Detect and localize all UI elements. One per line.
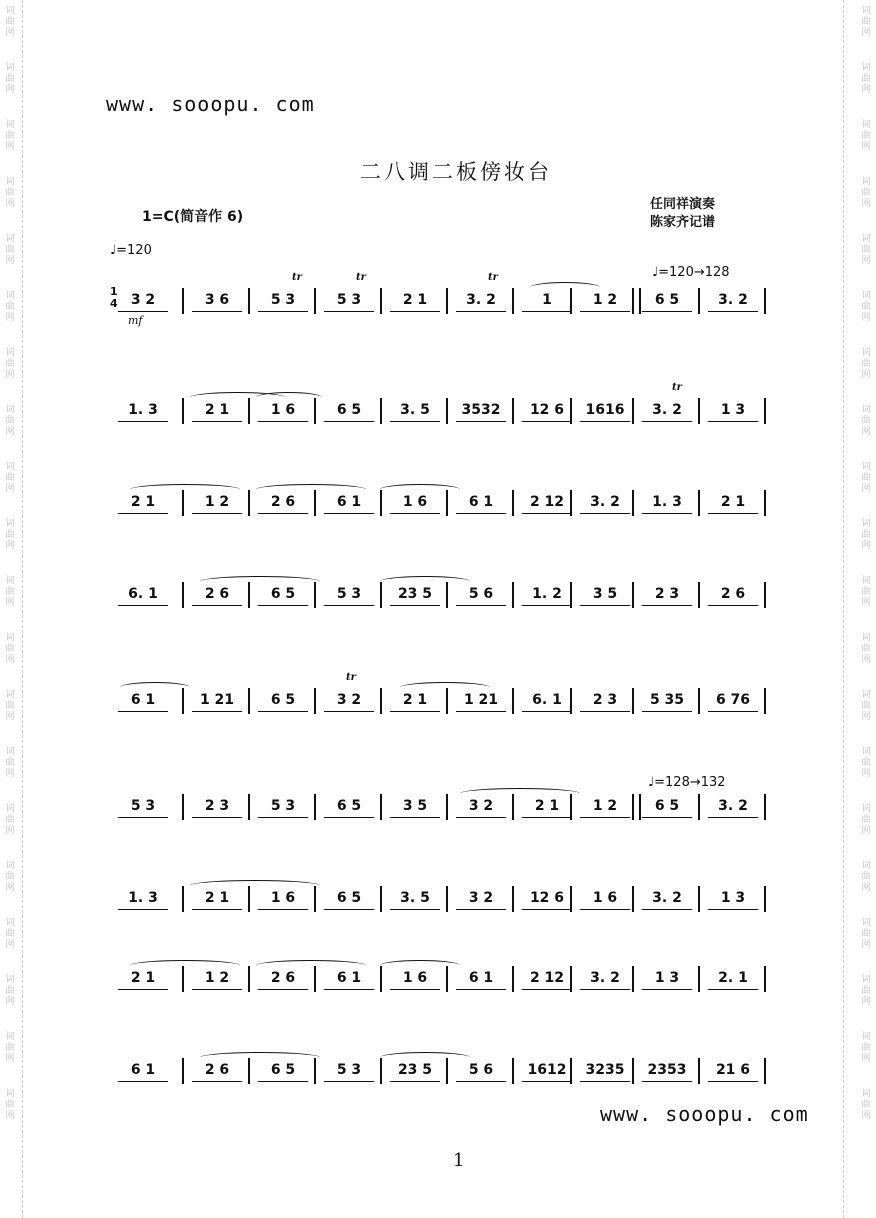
- barline: [698, 398, 700, 424]
- measure-notes: 6 5: [258, 692, 308, 708]
- measure-notes: 3. 5: [390, 890, 440, 906]
- barline: [512, 288, 514, 314]
- barline: [182, 794, 184, 820]
- measure-notes: 1 21: [192, 692, 242, 708]
- measure-notes: 5 6: [456, 1062, 506, 1078]
- measure-notes: 6 76: [708, 692, 758, 708]
- barline: [698, 966, 700, 992]
- barline: [446, 794, 448, 820]
- score-system: [0, 966, 876, 1016]
- side-watermark-text: 词曲网: [861, 861, 871, 893]
- side-watermark-text: 词曲网: [5, 291, 15, 323]
- page-number: 1: [453, 1150, 465, 1171]
- barline: [380, 886, 382, 912]
- barline: [248, 794, 250, 820]
- side-watermark-text: 词曲网: [861, 291, 871, 323]
- score-system: [0, 886, 876, 936]
- measure-notes: 6 5: [642, 292, 692, 308]
- barline: [632, 398, 634, 424]
- side-watermark-text: 词曲网: [5, 405, 15, 437]
- measure-notes: 3 2: [324, 692, 374, 708]
- slur-mark: [400, 682, 490, 693]
- measure-notes: 12 6: [522, 402, 572, 418]
- side-watermark-text: 词曲网: [861, 519, 871, 551]
- side-watermark-text: 词曲网: [5, 975, 15, 1007]
- site-url-top: www. sooopu. com: [106, 92, 315, 116]
- measure-notes: 2 1: [708, 494, 758, 510]
- measure-notes: 3. 2: [456, 292, 506, 308]
- barline: [512, 886, 514, 912]
- measure-notes: 2 3: [642, 586, 692, 602]
- side-watermark-text: 词曲网: [5, 63, 15, 95]
- barline: [632, 288, 641, 314]
- barline: [512, 398, 514, 424]
- measure-notes: 1 6: [580, 890, 630, 906]
- barline: [632, 582, 634, 608]
- measure-notes: 2 3: [192, 798, 242, 814]
- dynamic-marking: mf: [128, 314, 143, 327]
- measure-notes: 1616: [580, 402, 630, 418]
- measure-notes: 2 6: [192, 586, 242, 602]
- barline: [698, 794, 700, 820]
- side-watermark-text: 词曲网: [861, 6, 871, 38]
- barline: [632, 688, 634, 714]
- measure-notes: 6 5: [324, 402, 374, 418]
- barline: [764, 886, 766, 912]
- side-watermark-text: 词曲网: [5, 462, 15, 494]
- time-signature: [110, 286, 118, 310]
- barline: [632, 490, 634, 516]
- barline: [182, 1058, 184, 1084]
- score-system: [0, 490, 876, 540]
- side-watermark-text: 词曲网: [5, 234, 15, 266]
- measure-notes: 5 3: [118, 798, 168, 814]
- measure-notes: 5 3: [258, 798, 308, 814]
- barline: [446, 398, 448, 424]
- measure-notes: 2 6: [258, 494, 308, 510]
- site-url-bottom: www. sooopu. com: [600, 1102, 809, 1126]
- measure-notes: 3. 2: [708, 798, 758, 814]
- side-watermark-text: 词曲网: [861, 462, 871, 494]
- barline: [698, 490, 700, 516]
- measure-notes: 1 6: [390, 494, 440, 510]
- measure-notes: 1 3: [708, 890, 758, 906]
- barline: [764, 1058, 766, 1084]
- barline: [182, 288, 184, 314]
- measure-notes: 3 2: [456, 798, 506, 814]
- measure-notes: 12 6: [522, 890, 572, 906]
- score-system: [0, 794, 876, 844]
- side-watermark-text: 词曲网: [5, 747, 15, 779]
- barline: [182, 398, 184, 424]
- barline: [632, 966, 634, 992]
- measure-notes: 6. 1: [118, 586, 168, 602]
- measure-notes: 1. 2: [522, 586, 572, 602]
- side-watermark-text: 词曲网: [861, 804, 871, 836]
- measure-notes: 1612: [522, 1062, 572, 1078]
- trill-mark: tr: [292, 272, 302, 283]
- measure-notes: 3. 2: [580, 494, 630, 510]
- slur-mark: [460, 788, 580, 799]
- slur-mark: [256, 960, 366, 971]
- time-signature-bottom: 4: [110, 297, 118, 310]
- barline: [380, 688, 382, 714]
- slur-mark: [380, 484, 460, 495]
- score-system: [0, 1058, 876, 1108]
- measure-notes: 5 6: [456, 586, 506, 602]
- trill-mark: tr: [356, 272, 366, 283]
- side-watermark-text: 词曲网: [5, 690, 15, 722]
- measure-notes: 3. 2: [580, 970, 630, 986]
- score-system: [0, 382, 876, 448]
- measure-notes: 3. 5: [390, 402, 440, 418]
- measure-notes: 6 1: [456, 494, 506, 510]
- trill-mark: tr: [672, 382, 682, 393]
- side-watermark-text: 词曲网: [5, 120, 15, 152]
- measure-notes: 5 3: [324, 292, 374, 308]
- measure-notes: 1 2: [580, 292, 630, 308]
- measure-notes: 5 3: [324, 586, 374, 602]
- time-signature-top: 1: [110, 285, 118, 298]
- measure-notes: 6 5: [258, 1062, 308, 1078]
- slur-mark: [380, 1052, 470, 1063]
- side-watermark-text: 词曲网: [5, 633, 15, 665]
- barline: [698, 288, 700, 314]
- slur-mark: [380, 960, 460, 971]
- barline: [380, 794, 382, 820]
- measure-notes: 3235: [580, 1062, 630, 1078]
- measure-notes: 3 6: [192, 292, 242, 308]
- measure-notes: 6 5: [258, 586, 308, 602]
- slur-mark: [130, 960, 240, 971]
- slur-mark: [200, 576, 320, 587]
- side-watermark-text: 词曲网: [861, 918, 871, 950]
- measure-notes: 1. 3: [118, 402, 168, 418]
- measure-notes: 2 1: [192, 402, 242, 418]
- barline: [764, 490, 766, 516]
- performer-credit: 任同祥演奏: [650, 197, 716, 212]
- side-watermark-text: 词曲网: [5, 6, 15, 38]
- measure-notes: 2 3: [580, 692, 630, 708]
- measure-notes: 6 5: [642, 798, 692, 814]
- barline: [248, 288, 250, 314]
- measure-notes: 3532: [456, 402, 506, 418]
- measure-notes: 2. 1: [708, 970, 758, 986]
- measure-notes: 5 3: [324, 1062, 374, 1078]
- barline: [764, 688, 766, 714]
- slur-mark: [200, 1052, 320, 1063]
- measure-notes: 2 1: [192, 890, 242, 906]
- barline: [698, 582, 700, 608]
- side-watermark-text: 词曲网: [861, 975, 871, 1007]
- barline: [512, 490, 514, 516]
- barline: [182, 886, 184, 912]
- measure-notes: 1. 3: [642, 494, 692, 510]
- side-watermark-text: 词曲网: [5, 1089, 15, 1121]
- measure-notes: 6 1: [324, 494, 374, 510]
- slur-mark: [120, 682, 190, 693]
- measure-notes: 2353: [642, 1062, 692, 1078]
- measure-notes: 23 5: [390, 1062, 440, 1078]
- measure-notes: 1 6: [258, 890, 308, 906]
- slur-mark: [130, 484, 240, 495]
- measure-notes: 1 6: [390, 970, 440, 986]
- measure-notes: 2 1: [390, 292, 440, 308]
- side-watermark-text: 词曲网: [861, 405, 871, 437]
- barline: [248, 688, 250, 714]
- measure-notes: 3. 2: [642, 402, 692, 418]
- measure-notes: 6 1: [324, 970, 374, 986]
- measure-notes: 6 5: [324, 798, 374, 814]
- score-title: 二八调二板傍妆台: [360, 160, 552, 184]
- barline: [764, 794, 766, 820]
- barline: [446, 886, 448, 912]
- measure-notes: 6 1: [456, 970, 506, 986]
- side-watermark-text: 词曲网: [861, 1032, 871, 1064]
- measure-notes: 1 21: [456, 692, 506, 708]
- slur-mark: [256, 392, 322, 403]
- measure-notes: 1 3: [708, 402, 758, 418]
- measure-notes: 2 6: [258, 970, 308, 986]
- slur-mark: [256, 484, 366, 495]
- score-system: [0, 672, 876, 738]
- side-watermark-text: 词曲网: [861, 1089, 871, 1121]
- measure-notes: 3. 2: [642, 890, 692, 906]
- barline: [314, 688, 316, 714]
- barline: [632, 794, 641, 820]
- barline: [512, 1058, 514, 1084]
- measure-notes: 1 3: [642, 970, 692, 986]
- side-watermark-text: 词曲网: [5, 918, 15, 950]
- barline: [764, 288, 766, 314]
- side-watermark-text: 词曲网: [861, 633, 871, 665]
- barline: [698, 1058, 700, 1084]
- measure-notes: 6 5: [324, 890, 374, 906]
- barline: [764, 398, 766, 424]
- barline: [698, 886, 700, 912]
- measure-notes: 2 1: [118, 970, 168, 986]
- side-watermark-text: 词曲网: [861, 348, 871, 380]
- measure-notes: 3 2: [118, 292, 168, 308]
- barline: [698, 688, 700, 714]
- barline: [248, 490, 250, 516]
- slur-mark: [190, 880, 320, 891]
- measure-notes: 3 5: [390, 798, 440, 814]
- side-watermark-text: 词曲网: [5, 177, 15, 209]
- barline: [446, 288, 448, 314]
- barline: [632, 886, 634, 912]
- tempo-marking-accel-2: ♩=128→132: [648, 775, 726, 790]
- side-watermark-text: 词曲网: [5, 1032, 15, 1064]
- measure-notes: 1 6: [258, 402, 308, 418]
- credits: [650, 196, 715, 232]
- key-signature: 1=C(简音作 6): [142, 209, 244, 225]
- side-watermark-text: 词曲网: [5, 861, 15, 893]
- measure-notes: 2 1: [118, 494, 168, 510]
- barline: [764, 966, 766, 992]
- measure-notes: 2 1: [390, 692, 440, 708]
- side-watermark-text: 词曲网: [5, 519, 15, 551]
- measure-notes: 1 2: [580, 798, 630, 814]
- measure-notes: 1 2: [192, 494, 242, 510]
- side-watermark-text: 词曲网: [861, 177, 871, 209]
- measure-notes: 2 6: [192, 1062, 242, 1078]
- slur-mark: [380, 576, 470, 587]
- measure-notes: 2 12: [522, 970, 572, 986]
- measure-notes: 2 12: [522, 494, 572, 510]
- side-watermark-text: 词曲网: [861, 120, 871, 152]
- trill-mark: tr: [488, 272, 498, 283]
- measure-notes: 2 6: [708, 586, 758, 602]
- measure-notes: 6. 1: [522, 692, 572, 708]
- barline: [764, 582, 766, 608]
- barline: [632, 1058, 634, 1084]
- measure-notes: 6 1: [118, 692, 168, 708]
- measure-notes: 1. 3: [118, 890, 168, 906]
- barline: [380, 398, 382, 424]
- measure-notes: 23 5: [390, 586, 440, 602]
- tempo-marking-accel-1: ♩=120→128: [652, 265, 730, 280]
- measure-notes: 1 2: [192, 970, 242, 986]
- barline: [512, 688, 514, 714]
- tempo-marking-initial: ♩=120: [110, 243, 152, 258]
- side-watermark-text: 词曲网: [861, 234, 871, 266]
- measure-notes: 2 1: [522, 798, 572, 814]
- barline: [314, 288, 316, 314]
- measure-notes: 3. 2: [708, 292, 758, 308]
- side-watermark-text: 词曲网: [861, 690, 871, 722]
- side-watermark-text: 词曲网: [861, 63, 871, 95]
- measure-notes: 5 35: [642, 692, 692, 708]
- score-system: [0, 582, 876, 632]
- side-watermark-text: 词曲网: [5, 348, 15, 380]
- barline: [512, 966, 514, 992]
- side-watermark-text: 词曲网: [5, 576, 15, 608]
- barline: [314, 794, 316, 820]
- slur-mark: [530, 282, 600, 293]
- barline: [182, 582, 184, 608]
- measure-notes: 3 2: [456, 890, 506, 906]
- side-watermark-text: 词曲网: [861, 576, 871, 608]
- measure-notes: 5 3: [258, 292, 308, 308]
- measure-notes: 6 1: [118, 1062, 168, 1078]
- side-watermark-text: 词曲网: [5, 804, 15, 836]
- barline: [380, 288, 382, 314]
- barline: [512, 582, 514, 608]
- barline: [248, 966, 250, 992]
- measure-notes: 3 5: [580, 586, 630, 602]
- trill-mark: tr: [346, 672, 356, 683]
- measure-notes: 1: [522, 292, 572, 308]
- transcriber-credit: 陈家齐记谱: [650, 215, 716, 230]
- side-watermark-text: 词曲网: [861, 747, 871, 779]
- measure-notes: 21 6: [708, 1062, 758, 1078]
